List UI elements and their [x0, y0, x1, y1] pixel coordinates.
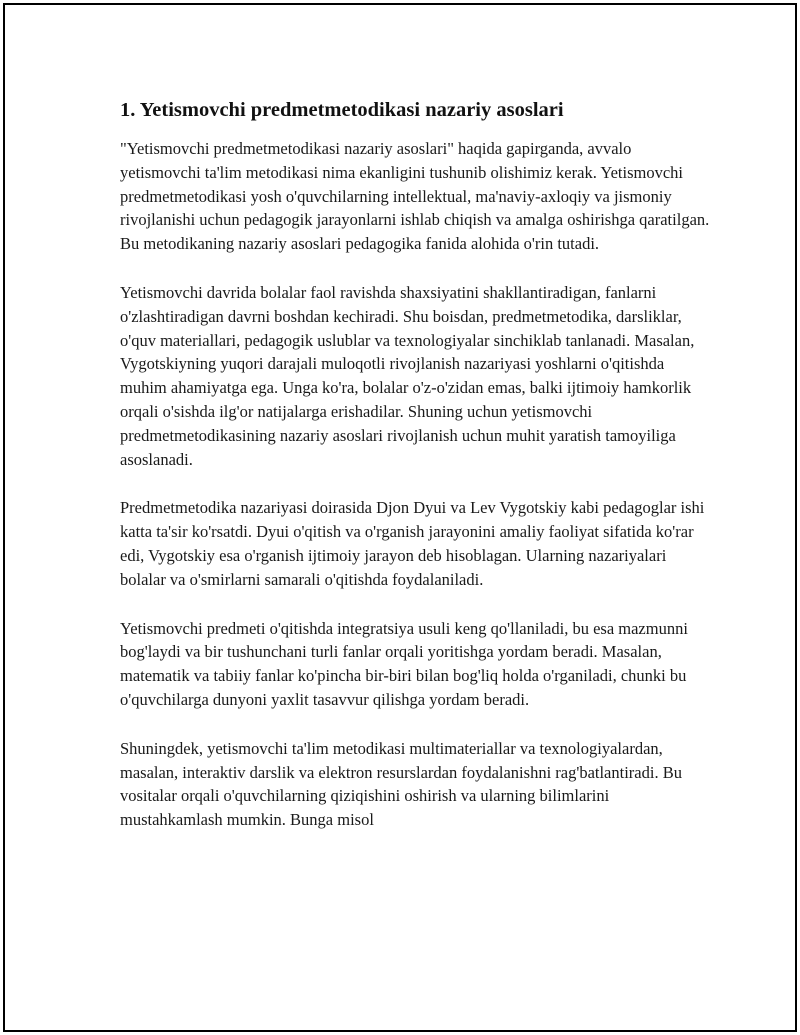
paragraph: Shuningdek, yetismovchi ta'lim metodikasi multimateriallar va texnologiyalardan, masalan, interaktiv darslik va elektron resurslardan foydalanishni rag'batlantiradi. Bu vositalar orqali o'quvchilarning qiziqishini oshirish va ularning bilimlarini mustahkamlash mumkin. Bunga misol — [120, 738, 682, 830]
document-page — [3, 3, 797, 1032]
paragraph: Predmetmetodika nazariyasi doirasida Djon Dyui va Lev Vygotskiy kabi pedagoglar ishi katta ta'sir ko'rsatdi. Dyui o'qitish va o'rganish jarayonini amaliy faoliyat sifatida ko'rar edi, Vygotskiy esa o'rganish ijtimoiy jarayon deb hisoblagan. Ularning nazariyalari bolalar va o'smirlarni samarali o'qitishda foydalaniladi. — [120, 498, 705, 589]
paragraph: Yetismovchi davrida bolalar faol ravishda shaxsiyatini shakllantiradigan, fanlarni o'zlashtiradigan davrni boshdan kechiradi. Shu boisdan, predmetmetodika, darsliklar, o'quv materiallari, pedagogik uslublar va texnologiyalar sinchiklab tanlanadi. Masalan, Vygotskiyning yuqori darajali muloqotli rivojlanish nazariyasi yoshlarni o'qitishda muhim ahamiyatga ega. Unga ko'ra, bolalar o'z-o'zidan emas, balki ijtimoiy hamkorlik orqali o'sishda ilg'or natijalarga erishadilar. Shuning uchun yetismovchi predmetmetodikasining nazariy asoslari rivojlanish uchun muhit yaratish tamoyiliga asoslanadi. — [120, 282, 695, 469]
paragraph: "Yetismovchi predmetmetodikasi nazariy asoslari" haqida gapirganda, avvalo yetismovchi ta'lim metodikasi nima ekanligini tushunib olishimiz kerak. Yetismovchi predmetmetodikasi yosh o'quvchilarning intellektual, ma'naviy-axloqiy va jismoniy rivojlanishi uchun pedagogik jarayonlarni ishlab chiqish va amalga oshirishga qaratilgan. Bu metodikaning nazariy asoslari pedagogika fanida alohida o'rin tutadi. — [120, 139, 710, 254]
section-heading: 1. Yetismovchi predmetmetodikasi nazariy asoslari — [120, 99, 564, 121]
paragraph: Yetismovchi predmeti o'qitishda integratsiya usuli keng qo'llaniladi, bu esa mazmunni bog'laydi va bir tushunchani turli fanlar orqali yoritishga yordam beradi. Masalan, matematik va tabiiy fanlar ko'pincha bir-biri bilan bog'liq holda o'rganiladi, chunki bu o'quvchilarga dunyoni yaxlit tasavvur qilishga yordam beradi. — [120, 618, 688, 709]
document-content — [120, 97, 710, 857]
